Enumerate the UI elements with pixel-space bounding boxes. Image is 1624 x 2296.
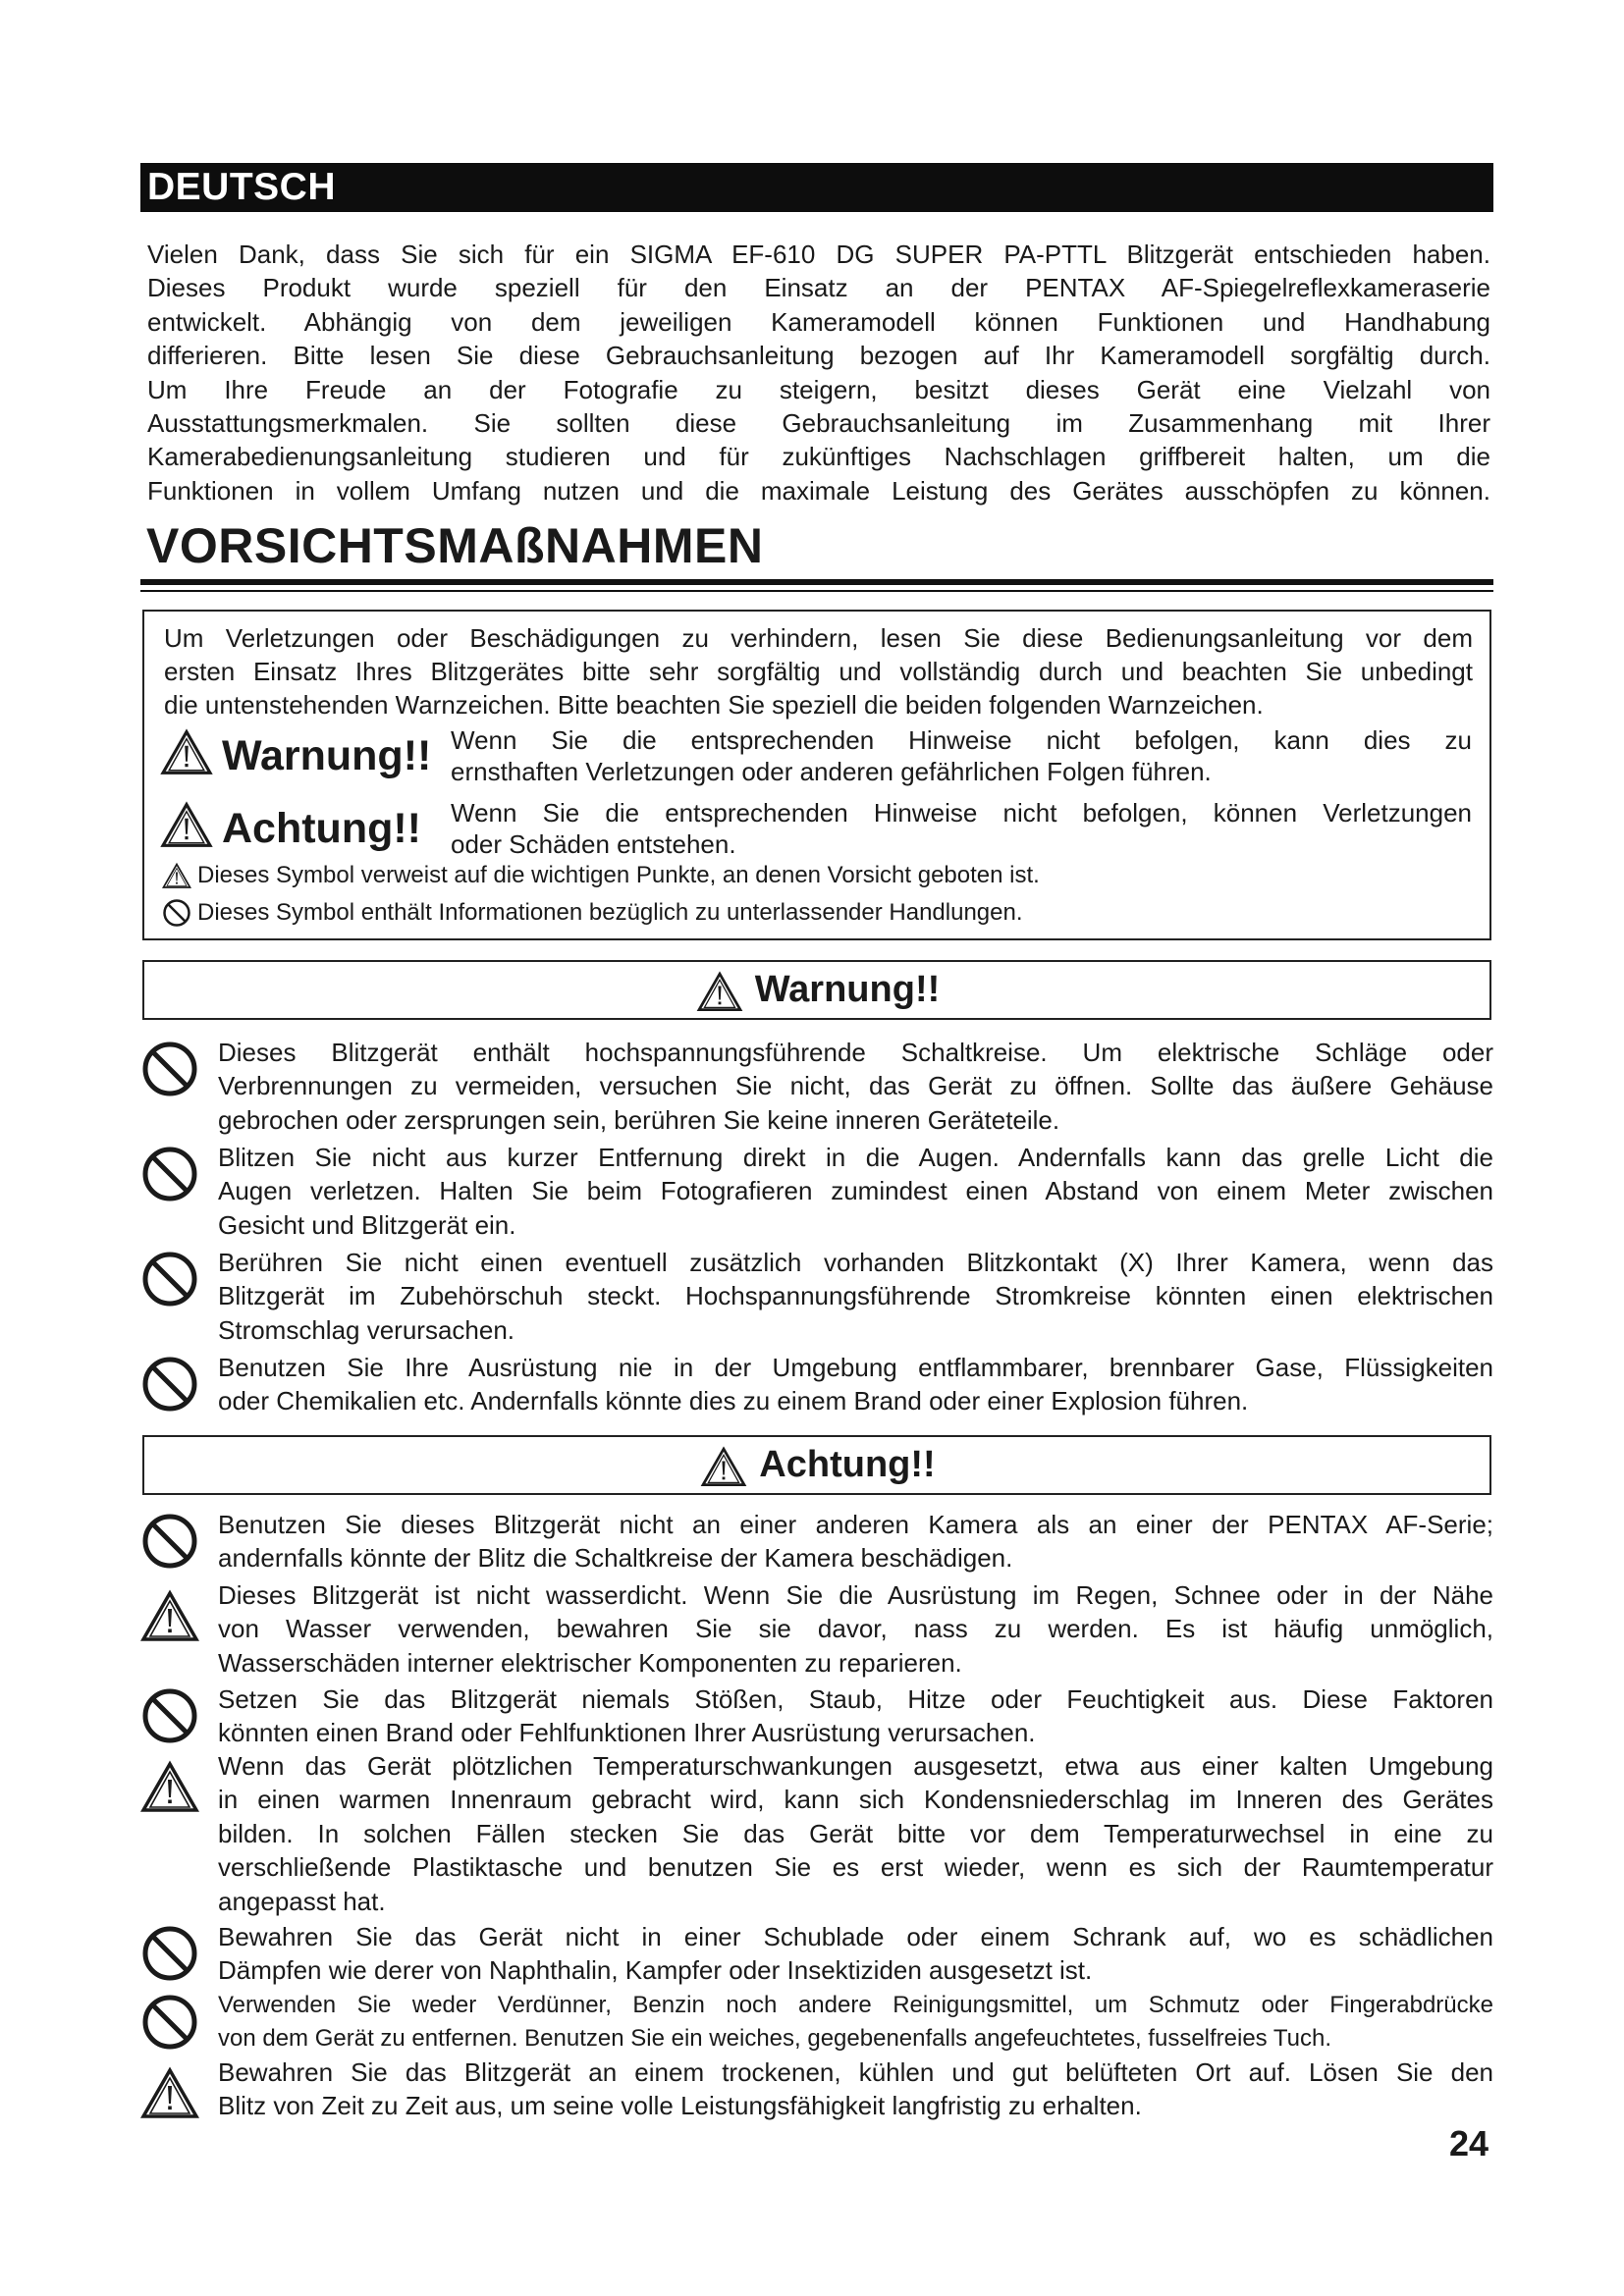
warning-triangle-icon [140, 2063, 199, 2122]
item-line: Verbrennungen zu vermeiden, versuchen Sie nicht, das Gerät zu öffnen. Sollte das äußere Gehäuse [218, 1071, 1493, 1101]
warning-desc-line: ernsthaften Verletzungen oder anderen gefährlichen Folgen führen. [451, 757, 1212, 786]
item-line: bilden. In solchen Fällen stecken Sie das Gerät bitte vor dem Temperaturwechsel in eine zu [218, 1818, 1493, 1848]
caution-section-title-wrap [698, 1437, 935, 1493]
precautions-notice-box [142, 610, 1491, 940]
warning-triangle-icon [140, 1586, 199, 1645]
item-line: Wenn das Gerät plötzlichen Temperaturschwankungen ausgesetzt, etwa aus einer kalten Umgebung [218, 1751, 1493, 1781]
item-line: in einen warmen Innenraum gebracht wird, kann sich Kondensniederschlag im Inneren des Gerätes [218, 1785, 1493, 1815]
warning-triangle-icon [162, 861, 191, 890]
item-line: gebrochen oder zersprungen sein, berühren Sie keine inneren Geräteteile. [218, 1104, 1060, 1135]
warning-section-title: Warnung!! [754, 969, 941, 1010]
item-line: Bewahren Sie das Blitzgerät an einem trockenen, kühlen und gut belüfteten Ort auf. Lösen Sie den [218, 2057, 1493, 2087]
item-line: Augen verletzen. Halten Sie beim Fotografieren zumindest einen Abstand von einem Meter zwischen [218, 1176, 1493, 1206]
item-line: Blitzgerät im Zubehörschuh steckt. Hochspannungsführende Stromkreise könnten einen elektrischen [218, 1281, 1493, 1311]
notice-line: ersten Einsatz Ihres Blitzgerätes bitte sehr sorgfältig und vollständig durch und beachten Sie unbedingt [164, 657, 1473, 686]
intro-line: Funktionen in vollem Umfang nutzen und die maximale Leistung des Gerätes ausschöpfen zu können. [147, 475, 1490, 506]
prohibited-icon [140, 1355, 199, 1414]
intro-line: Um Ihre Freude an der Fotografie zu steigern, besitzt dieses Gerät eine Vielzahl von [147, 374, 1490, 404]
warning-section-header [142, 960, 1491, 1020]
precautions-heading: VORSICHTSMAßNAHMEN [146, 518, 764, 573]
item-line: verschließende Plastiktasche und benutzen Sie es erst wieder, wenn es sich der Raumtemperatur [218, 1852, 1493, 1883]
item-line: oder Chemikalien etc. Andernfalls könnte dies zu einem Brand oder einer Explosion führen. [218, 1386, 1249, 1416]
intro-line: Ausstattungsmerkmalen. Sie sollten diese Gebrauchsanleitung im Zusammenhang mit Ihrer [147, 407, 1490, 438]
caution-label: Achtung!! [222, 805, 421, 852]
warning-section-title-wrap [694, 962, 941, 1018]
prohibited-symbol-text: Dieses Symbol enthält Informationen bezüglich zu unterlassender Handlungen. [197, 899, 1023, 926]
caution-section-title: Achtung!! [759, 1444, 936, 1485]
warning-legend-desc [451, 724, 1472, 787]
heading-rule [140, 579, 1493, 585]
heading-rule-thin [140, 590, 1493, 592]
item-line: von dem Gerät zu entfernen. Benutzen Sie ein weiches, gegebenenfalls angefeuchtetes, fusselfreies Tuch. [218, 2025, 1332, 2053]
warning-desc-line: Wenn Sie die entsprechenden Hinweise nicht befolgen, kann dies zu [451, 725, 1472, 755]
notice-paragraph [164, 621, 1473, 721]
item-line: Berühren Sie nicht einen eventuell zusätzlich vorhanden Blitzkontakt (X) Ihrer Kamera, wenn das [218, 1248, 1493, 1277]
attention-symbol-text: Dieses Symbol verweist auf die wichtigen Punkte, an denen Vorsicht geboten ist. [197, 862, 1040, 888]
page-number: 24 [1449, 2123, 1489, 2163]
warning-label: Warnung!! [222, 732, 432, 779]
caution-legend-row [160, 797, 1476, 860]
prohibited-icon [140, 1993, 199, 2052]
prohibited-icon [140, 1686, 199, 1745]
caution-legend-desc [451, 797, 1472, 860]
prohibited-symbol-row [160, 896, 1476, 930]
item-line: Stromschlag verursachen. [218, 1314, 515, 1345]
warning-triangle-icon [140, 1757, 199, 1816]
prohibited-icon [140, 1040, 199, 1098]
prohibited-icon [162, 898, 191, 928]
intro-line: entwickelt. Abhängig von dem jeweiligen Kameramodell können Funktionen und Handhabung [147, 306, 1490, 337]
notice-line: Um Verletzungen oder Beschädigungen zu verhindern, lesen Sie diese Bedienungsanleitung vor dem [164, 623, 1473, 653]
item-line: Benutzen Sie Ihre Ausrüstung nie in der Umgebung entflammbarer, brennbarer Gase, Flüssigkeiten [218, 1353, 1493, 1382]
warning-triangle-icon [160, 801, 213, 848]
caution-section-header [142, 1435, 1491, 1495]
item-line: Verwenden Sie weder Verdünner, Benzin noch andere Reinigungsmittel, um Schmutz oder Fingerabdrücke [218, 1992, 1493, 2018]
item-line: angepasst hat. [218, 1886, 386, 1916]
notice-line: die untenstehenden Warnzeichen. Bitte beachten Sie speziell die beiden folgenden Warnzeichen. [164, 690, 1264, 720]
item-line: andernfalls könnte der Blitz die Schaltkreise der Kamera beschädigen. [218, 1543, 1013, 1574]
intro-line: Kamerabedienungsanleitung studieren und für zukünftiges Nachschlagen griffbereit halten, um die [147, 442, 1490, 472]
item-line: Dieses Blitzgerät ist nicht wasserdicht. Wenn Sie die Ausrüstung im Regen, Schnee oder in der Nähe [218, 1580, 1493, 1610]
item-line: Blitz von Zeit zu Zeit aus, um seine volle Leistungsfähigkeit langfristig zu erhalten. [218, 2091, 1142, 2121]
intro-line: Dieses Produkt wurde speziell für den Einsatz an der PENTAX AF-Spiegelreflexkameraserie [147, 273, 1490, 303]
prohibited-icon [140, 1250, 199, 1308]
attention-symbol-row [160, 859, 1476, 892]
intro-line: differieren. Bitte lesen Sie diese Gebrauchsanleitung bezogen auf Ihr Kameramodell sorgfältig durch. [147, 341, 1490, 371]
prohibited-icon [140, 1512, 199, 1571]
warning-triangle-icon [694, 971, 745, 1012]
item-line: Bewahren Sie das Gerät nicht in einer Schublade oder einem Schrank auf, wo es schädlichen [218, 1922, 1493, 1951]
warning-legend-row [160, 724, 1476, 787]
caution-desc-line: Wenn Sie die entsprechenden Hinweise nicht befolgen, können Verletzungen [451, 798, 1472, 828]
item-line: von Wasser verwenden, bewahren Sie sie davor, nass zu werden. Es ist häufig unmöglich, [218, 1614, 1493, 1644]
item-line: könnten einen Brand oder Fehlfunktionen Ihrer Ausrüstung verursachen. [218, 1718, 1036, 1748]
prohibited-icon [140, 1145, 199, 1203]
warning-triangle-icon [160, 728, 213, 775]
item-line: Dieses Blitzgerät enthält hochspannungsführende Schaltkreise. Um elektrische Schläge oder [218, 1038, 1493, 1067]
intro-line: Vielen Dank, dass Sie sich für ein SIGMA EF-610 DG SUPER PA-PTTL Blitzgerät entschieden haben. [147, 240, 1490, 269]
prohibited-icon [140, 1924, 199, 1983]
warning-triangle-icon [698, 1446, 749, 1487]
item-line: Dämpfen wie derer von Naphthalin, Kampfer oder Insektiziden ausgesetzt ist. [218, 1955, 1093, 1986]
item-line: Blitzen Sie nicht aus kurzer Entfernung direkt in die Augen. Andernfalls kann das grelle Licht die [218, 1143, 1493, 1172]
item-line: Wasserschäden interner elektrischer Komponenten zu reparieren. [218, 1647, 962, 1678]
item-line: Benutzen Sie dieses Blitzgerät nicht an einer anderen Kamera als an einer der PENTAX AF-Serie; [218, 1510, 1493, 1539]
intro-paragraph [147, 238, 1490, 507]
item-line: Gesicht und Blitzgerät ein. [218, 1209, 516, 1240]
item-line: Setzen Sie das Blitzgerät niemals Stößen, Staub, Hitze oder Feuchtigkeit aus. Diese Faktoren [218, 1684, 1493, 1714]
language-header: DEUTSCH [140, 163, 1493, 212]
caution-desc-line: oder Schäden entstehen. [451, 829, 736, 859]
